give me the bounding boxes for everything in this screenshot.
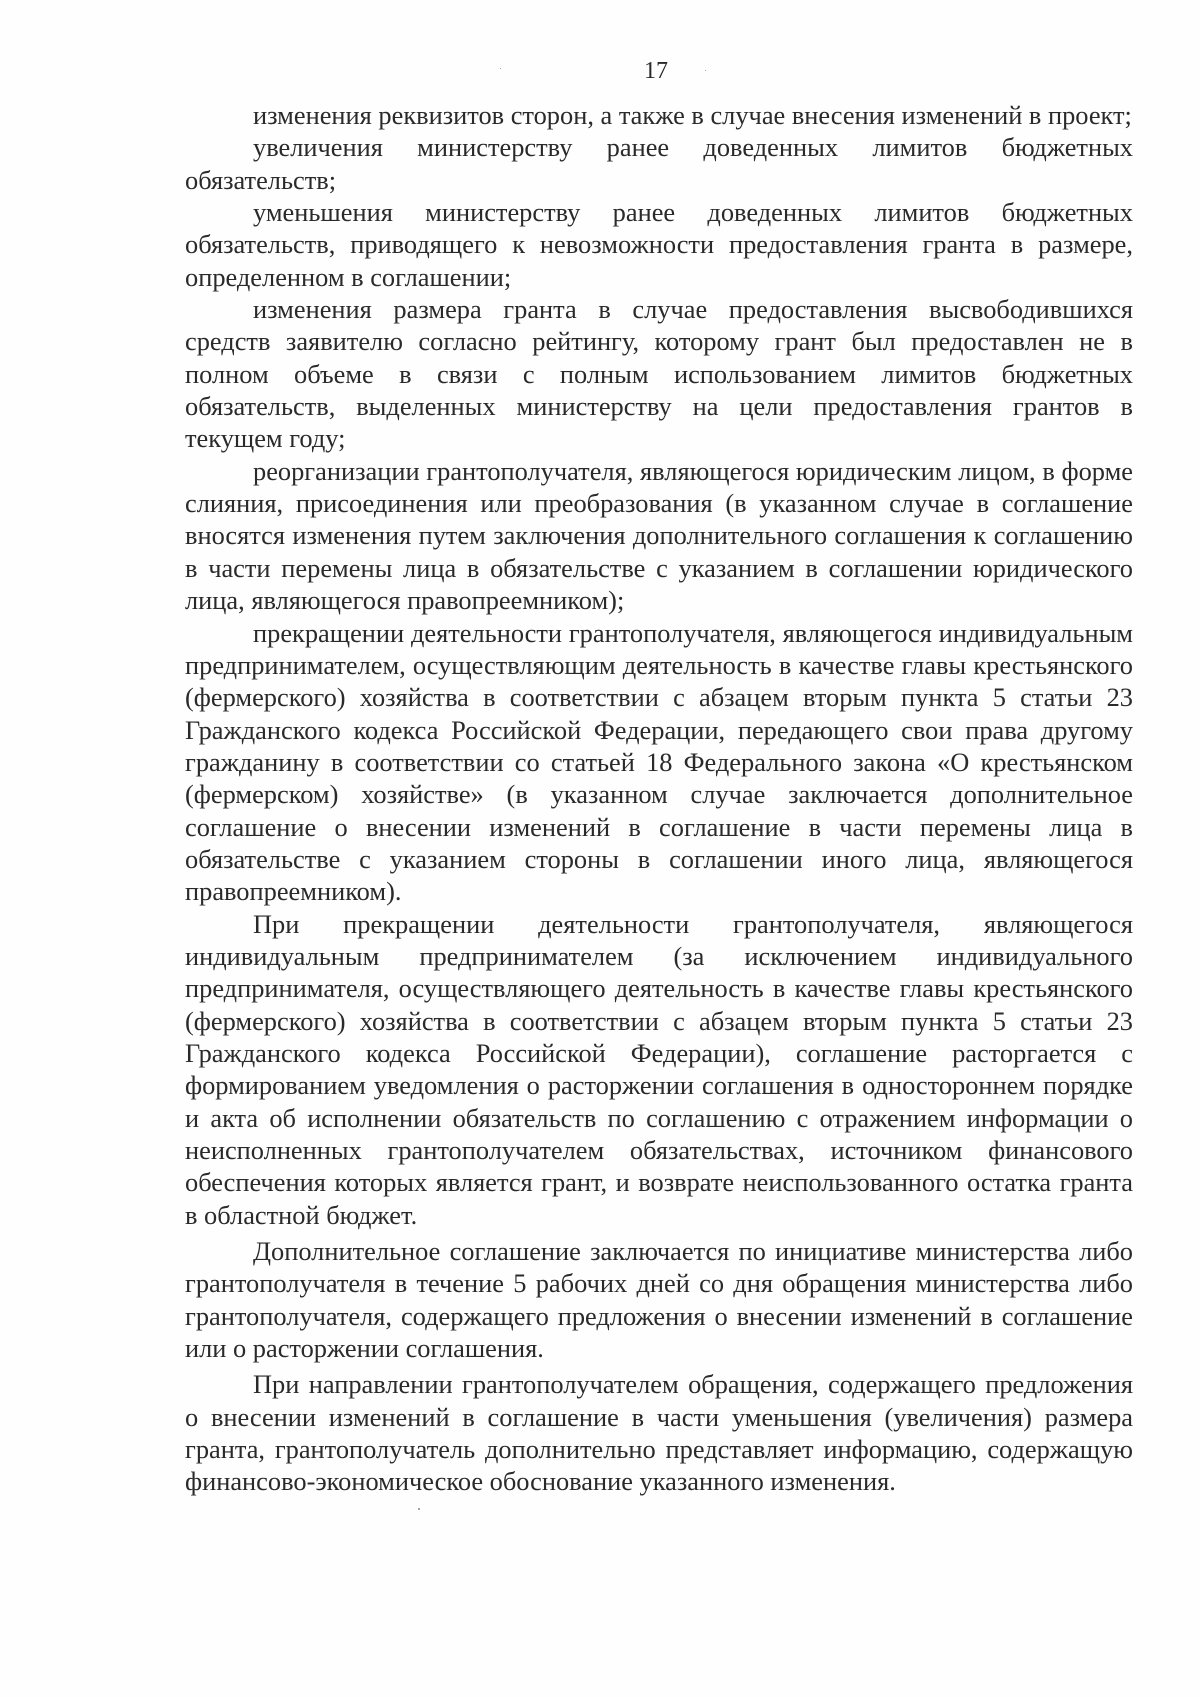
- paragraph: увеличения министерству ранее доведенных лимитов бюджетных обязательств;: [185, 132, 1133, 195]
- page-number: 17: [644, 58, 668, 84]
- paragraph: Дополнительное соглашение заключается по инициативе министерства либо грантополучателя в течение 5 рабочих дней со дня обращения министерства либо грантополучателя, содержащего предложения о внесении изменений в соглашение или о расторжении соглашения.: [185, 1236, 1133, 1364]
- paragraph: прекращении деятельности грантополучателя, являющегося индивидуальным предпринимателем, осуществляющим деятельность в качестве главы крестьянского (фермерского) хозяйства в соответствии с абзацем вторым пункта 5 статьи 23 Гражданского кодекса Российской Федерации, передающего свои права другому гражданину в соответствии со статьей 18 Федерального закона «О крестьянском (фермерском) хозяйстве» (в указанном случае заключается дополнительное соглашение о внесении изменений в соглашение в части перемены лица в обязательстве с указанием стороны в соглашении иного лица, являющегося правопреемником).: [185, 617, 1133, 907]
- scan-speck: [418, 1508, 420, 1510]
- paragraph: изменения реквизитов сторон, а также в случае внесения изменений в проект;: [253, 100, 1132, 130]
- document-body: [185, 99, 1133, 1498]
- paragraph: При прекращении деятельности грантополучателя, являющегося индивидуальным предпринимателем (за исключением индивидуального предпринимателя, осуществляющего деятельность в качестве главы крестьянского (фермерского) хозяйства в соответствии с абзацем вторым пункта 5 статьи 23 Гражданского кодекса Российской Федерации), соглашение расторгается с формированием уведомления о расторжении соглашения в одностороннем порядке и акта об исполнении обязательств по соглашению с отражением информации о неисполненных грантополучателем обязательствах, источником финансового обеспечения которых является грант, и возврате неиспользованного остатка гранта в областной бюджет.: [185, 908, 1133, 1230]
- paragraph: уменьшения министерству ранее доведенных лимитов бюджетных обязательств, приводящего к невозможности предоставления гранта в размере, определенном в соглашении;: [185, 197, 1133, 292]
- paragraph: изменения размера гранта в случае предоставления высвободившихся средств заявителю согласно рейтингу, которому грант был предоставлен не в полном объеме в связи с полным использованием лимитов бюджетных обязательств, выделенных министерству на цели предоставления грантов в текущем году;: [185, 294, 1133, 454]
- scan-speck: [500, 68, 501, 69]
- scan-speck: [705, 70, 706, 71]
- paragraph: При направлении грантополучателем обращения, содержащего предложения о внесении изменений в соглашение в части уменьшения (увеличения) размера гранта, грантополучатель дополнительно представляет информацию, содержащую финансово-экономическое обоснование указанного изменения.: [185, 1369, 1133, 1497]
- paragraph: реорганизации грантополучателя, являющегося юридическим лицом, в форме слияния, присоединения или преобразования (в указанном случае в соглашение вносятся изменения путем заключения дополнительного соглашения к соглашению в части перемены лица в обязательстве с указанием в соглашении юридического лица, являющегося правопреемником);: [185, 455, 1133, 616]
